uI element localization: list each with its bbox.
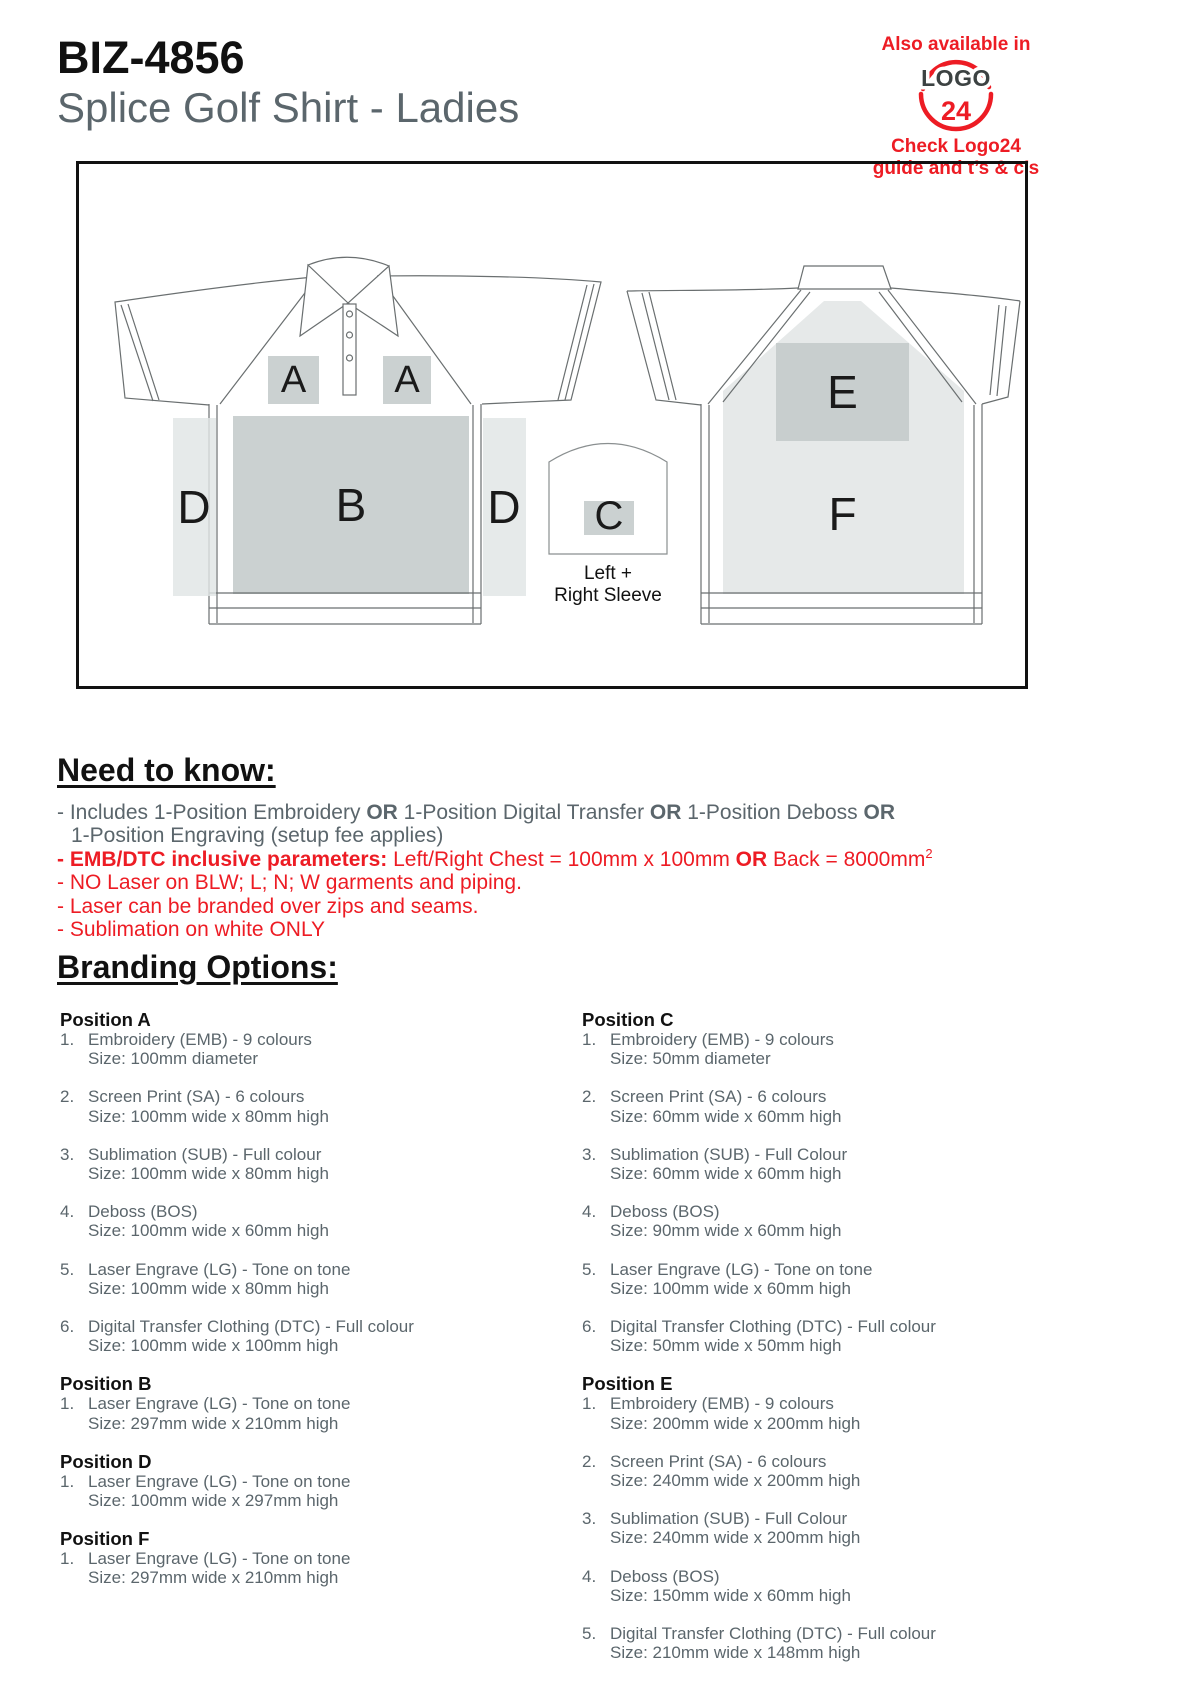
branding-options-heading: Branding Options: [57, 949, 338, 985]
page-header [57, 34, 519, 131]
branding-item [60, 1472, 540, 1510]
branding-item-number: 2. [582, 1451, 597, 1471]
branding-item-size: Size: 240mm wide x 200mm high [610, 1528, 861, 1548]
branding-item [582, 1317, 1142, 1355]
branding-position-heading: Position A [60, 1009, 151, 1030]
branding-item-number: 1. [60, 1471, 75, 1491]
zone-d-left-strip [173, 418, 216, 596]
branding-item-description: Deboss (BOS) [88, 1202, 198, 1222]
branding-item-text [610, 1317, 1142, 1355]
branding-items [60, 1549, 540, 1587]
also-available-text: Also available in [881, 34, 1031, 55]
branding-item-size: Size: 100mm wide x 80mm high [88, 1278, 329, 1298]
branding-item-text [610, 1087, 1142, 1125]
branding-column-left [60, 1010, 540, 1607]
branding-item-text [88, 1549, 540, 1587]
position-label-b: B [335, 479, 367, 531]
branding-item-size: Size: 100mm wide x 100mm high [88, 1336, 339, 1356]
branding-item-description: Screen Print (SA) - 6 colours [88, 1087, 305, 1107]
branding-item-size: Size: 100mm wide x 297mm high [88, 1491, 339, 1511]
branding-position-heading: Position B [60, 1373, 152, 1395]
branding-item-number: 6. [582, 1317, 597, 1337]
branding-item-text [88, 1317, 540, 1355]
need-to-know-section [57, 752, 1137, 941]
branding-item-size: Size: 60mm wide x 60mm high [610, 1164, 842, 1184]
branding-item-size: Size: 50mm diameter [610, 1049, 771, 1069]
branding-item-description: Laser Engrave (LG) - Tone on tone [88, 1259, 351, 1279]
branding-item [582, 1145, 1142, 1183]
branding-item-number: 1. [582, 1030, 597, 1049]
branding-item-size: Size: 210mm wide x 148mm high [610, 1643, 861, 1663]
branding-items [60, 1394, 540, 1432]
branding-item-size: Size: 150mm wide x 60mm high [610, 1585, 851, 1605]
logo24-block [850, 34, 1062, 180]
branding-item-number: 2. [582, 1087, 597, 1107]
product-name: Splice Golf Shirt - Ladies [57, 84, 520, 132]
branding-position-group [582, 1010, 1142, 1355]
branding-item-text [610, 1452, 1142, 1490]
logo24-icon [910, 56, 1002, 136]
zone-a-right-chest [383, 356, 431, 404]
branding-item-number: 4. [60, 1202, 75, 1222]
branding-item-size: Size: 297mm wide x 210mm high [88, 1568, 339, 1588]
product-code: BIZ-4856 [57, 32, 245, 83]
branding-item [582, 1260, 1142, 1298]
logo24-word: LOGO [921, 65, 991, 91]
position-label-f: F [828, 488, 857, 540]
branding-items [60, 1472, 540, 1510]
check-note-line1: Check Logo24 [891, 136, 1021, 157]
sleeve-caption-line1: Left + [583, 563, 633, 584]
branding-item [582, 1452, 1142, 1490]
branding-item-description: Embroidery (EMB) - 9 colours [610, 1030, 834, 1049]
branding-item-text [88, 1394, 540, 1432]
garment-diagram-box [76, 161, 1028, 689]
branding-item-text [88, 1145, 540, 1183]
branding-item-number: 4. [582, 1566, 597, 1586]
branding-item [582, 1087, 1142, 1125]
branding-position-heading: Position D [60, 1450, 152, 1472]
branding-item [582, 1202, 1142, 1240]
branding-item-description: Digital Transfer Clothing (DTC) - Full colour [88, 1317, 414, 1337]
branding-item-text [610, 1030, 1142, 1068]
branding-item-size: Size: 200mm wide x 200mm high [610, 1413, 861, 1433]
branding-item-text [610, 1202, 1142, 1240]
branding-items [582, 1394, 1142, 1662]
branding-item [60, 1145, 540, 1183]
branding-item [582, 1624, 1142, 1662]
branding-item-number: 1. [582, 1394, 597, 1414]
sleeve-panel-outline [549, 444, 667, 555]
branding-item-description: Digital Transfer Clothing (DTC) - Full colour [610, 1317, 936, 1337]
branding-item [582, 1394, 1142, 1432]
branding-item-description: Embroidery (EMB) - 9 colours [610, 1394, 834, 1414]
garment-diagram [79, 164, 1025, 686]
branding-item-text [88, 1030, 540, 1068]
branding-items [60, 1030, 540, 1355]
branding-item-description: Laser Engrave (LG) - Tone on tone [88, 1471, 351, 1491]
sleeve-caption [528, 563, 688, 607]
zone-d-right-strip [483, 418, 526, 596]
branding-item-number: 5. [582, 1624, 597, 1644]
branding-item-number: 4. [582, 1202, 597, 1222]
branding-item-size: Size: 60mm wide x 60mm high [610, 1106, 842, 1126]
position-label-e: E [827, 366, 858, 418]
branding-position-heading: Position F [60, 1528, 150, 1550]
branding-item-size: Size: 100mm wide x 80mm high [88, 1106, 329, 1126]
branding-item-size: Size: 100mm wide x 60mm high [88, 1221, 329, 1241]
branding-item [60, 1260, 540, 1298]
need-to-know-line: - Laser can be branded over zips and seams. [57, 894, 479, 918]
need-to-know-lines [57, 801, 1137, 941]
check-note-line2: guide and t’s & c’s [872, 158, 1040, 179]
branding-item-description: Digital Transfer Clothing (DTC) - Full colour [610, 1624, 936, 1644]
need-to-know-line: - Includes 1-Position Embroidery OR 1-Position Digital Transfer OR 1-Position Deboss OR [57, 801, 896, 824]
branding-item-description: Embroidery (EMB) - 9 colours [88, 1030, 312, 1049]
position-label-a-right: A [394, 358, 420, 401]
branding-item [60, 1087, 540, 1125]
branding-item-description: Deboss (BOS) [610, 1202, 720, 1222]
branding-item [60, 1317, 540, 1355]
branding-item-text [88, 1202, 540, 1240]
branding-item-description: Laser Engrave (LG) - Tone on tone [88, 1394, 351, 1414]
branding-item-number: 1. [60, 1549, 75, 1569]
position-label-a-left: A [280, 358, 307, 401]
branding-position-group [60, 1010, 540, 1355]
branding-item-size: Size: 50mm wide x 50mm high [610, 1336, 842, 1356]
branding-position-group [60, 1374, 540, 1432]
need-to-know-line: - Sublimation on white ONLY [57, 918, 326, 942]
need-to-know-line: 1-Position Engraving (setup fee applies) [71, 824, 444, 848]
branding-item-number: 1. [60, 1394, 75, 1414]
branding-position-group [60, 1452, 540, 1510]
branding-item-number: 3. [582, 1509, 597, 1529]
logo24-number: 24 [940, 96, 972, 126]
branding-item-text [610, 1624, 1142, 1662]
branding-item [582, 1509, 1142, 1547]
branding-item-number: 1. [60, 1030, 75, 1049]
need-to-know-line: - NO Laser on BLW; L; N; W garments and piping. [57, 871, 522, 895]
branding-item-number: 3. [582, 1144, 597, 1164]
branding-item-description: Sublimation (SUB) - Full Colour [610, 1509, 848, 1529]
position-label-d-left: D [177, 481, 211, 533]
zone-e-upper-back [776, 343, 909, 441]
need-to-know-heading: Need to know: [57, 752, 276, 788]
branding-item-size: Size: 90mm wide x 60mm high [610, 1221, 842, 1241]
branding-item-number: 6. [60, 1317, 75, 1337]
branding-item-text [88, 1087, 540, 1125]
branding-item-description: Laser Engrave (LG) - Tone on tone [610, 1259, 873, 1279]
sleeve-caption-line2: Right Sleeve [554, 585, 662, 606]
position-label-d-right: D [487, 481, 521, 533]
branding-item [60, 1394, 540, 1432]
branding-item [60, 1202, 540, 1240]
branding-item-text [610, 1145, 1142, 1183]
branding-item-text [610, 1260, 1142, 1298]
branding-position-group [582, 1374, 1142, 1662]
branding-item [582, 1030, 1142, 1068]
branding-item-text [610, 1394, 1142, 1432]
branding-item-number: 2. [60, 1087, 75, 1107]
branding-position-group [60, 1529, 540, 1587]
branding-item-description: Deboss (BOS) [610, 1566, 720, 1586]
branding-item-size: Size: 240mm wide x 200mm high [610, 1471, 861, 1491]
branding-item-description: Sublimation (SUB) - Full Colour [610, 1144, 848, 1164]
need-to-know-line: - EMB/DTC inclusive parameters: Left/Right Chest = 100mm x 100mm OR Back = $8000mm^2$ [57, 845, 933, 871]
branding-item-size: Size: 100mm wide x 60mm high [610, 1278, 851, 1298]
branding-item-text [88, 1472, 540, 1510]
branding-position-heading: Position E [582, 1373, 673, 1395]
branding-item-text [88, 1260, 540, 1298]
branding-item-description: Screen Print (SA) - 6 colours [610, 1451, 827, 1471]
zone-a-left-chest [268, 356, 319, 404]
branding-item-text [610, 1567, 1142, 1605]
branding-item [60, 1549, 540, 1587]
zone-c-sleeve [584, 501, 634, 535]
branding-item-number: 5. [60, 1259, 75, 1279]
branding-item-size: Size: 297mm wide x 210mm high [88, 1413, 339, 1433]
branding-column-right [582, 1010, 1142, 1681]
branding-item [60, 1030, 540, 1068]
branding-item-number: 3. [60, 1144, 75, 1164]
zone-b-front-body [233, 416, 469, 594]
branding-position-heading: Position C [582, 1009, 674, 1030]
branding-item-description: Screen Print (SA) - 6 colours [610, 1087, 827, 1107]
position-label-c: C [594, 493, 624, 538]
branding-item-description: Sublimation (SUB) - Full colour [88, 1144, 322, 1164]
branding-item-size: Size: 100mm diameter [88, 1049, 259, 1069]
branding-item-text [610, 1509, 1142, 1547]
branding-item-number: 5. [582, 1259, 597, 1279]
branding-items [582, 1030, 1142, 1355]
branding-item [582, 1567, 1142, 1605]
branding-item-size: Size: 100mm wide x 80mm high [88, 1164, 329, 1184]
branding-item-description: Laser Engrave (LG) - Tone on tone [88, 1549, 351, 1569]
